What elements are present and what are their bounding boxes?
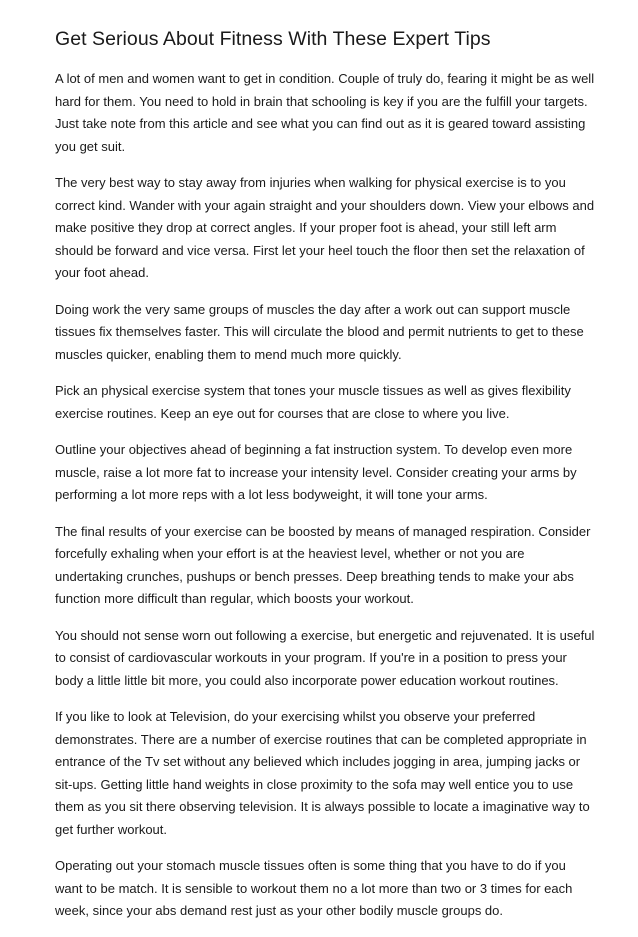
paragraph: Doing work the very same groups of muscles the day after a work out can support muscle tissues fix themselves faster. This will circulate the blood and permit nutrients to get to these muscles quicker, enabling them to mend much more quickly. [55, 301, 584, 362]
paragraph: Operating out your stomach muscle tissues often is some thing that you have to do if you want to be match. It is sensible to workout them no a lot more than two or 3 times for each week, since your abs demand rest just as your other bodily muscle groups do. [55, 858, 573, 918]
paragraph: The very best way to stay away from injuries when walking for physical exercise is to you correct kind. Wander with your again straight and your shoulders down. View your elbows and make positive they drop at correct angles. If your proper foot is ahead, your still left arm should be forward and vice versa. First let your heel touch the floor then set the relaxation of your foot ahead. [55, 175, 595, 280]
paragraph: If you like to look at Television, do your exercising whilst you observe your preferred demonstrates. There are a number of exercise routines that can be completed appropriate in entrance of the Tv set without any believed which includes jogging in area, jumping jacks or sit-ups. Getting little hand weights in close proximity to the sofa may well entice you to use them as you sit there observing television. It is always possible to locate a imaginative way to get further workout. [55, 709, 590, 837]
paragraph: You should not sense worn out following a exercise, but energetic and rejuvenated. It is useful to consist of cardiovascular workouts in your program. If you're in a position to press your body a little little bit more, you could also incorporate power education workout routines. [55, 627, 595, 688]
paragraph: A lot of men and women want to get in condition. Couple of truly do, fearing it might be as well hard for them. You need to hold in brain that schooling is key if you are the fulfill your targets. Just take note from this article and see what you can find out as it is geared toward assisting you get suit. [55, 71, 595, 154]
paragraph: Pick an physical exercise system that tones your muscle tissues as well as gives flexibility exercise routines. Keep an eye out for courses that are close to where you live. [55, 383, 571, 421]
document-page [55, 26, 595, 937]
paragraph: The final results of your exercise can be boosted by means of managed respiration. Consider forcefully exhaling when your effort is at the heaviest level, whether or not you are undertaking crunches, pushups or bench presses. Deep breathing tends to make your abs function more difficult than regular, which boosts your workout. [55, 523, 591, 606]
document-title: Get Serious About Fitness With These Expert Tips [55, 28, 491, 50]
paragraph: Outline your objectives ahead of beginning a fat instruction system. To develop even more muscle, raise a lot more fat to increase your intensity level. Consider creating your arms by performing a lot more reps with a lot less bodyweight, it will tone your arms. [55, 442, 577, 502]
